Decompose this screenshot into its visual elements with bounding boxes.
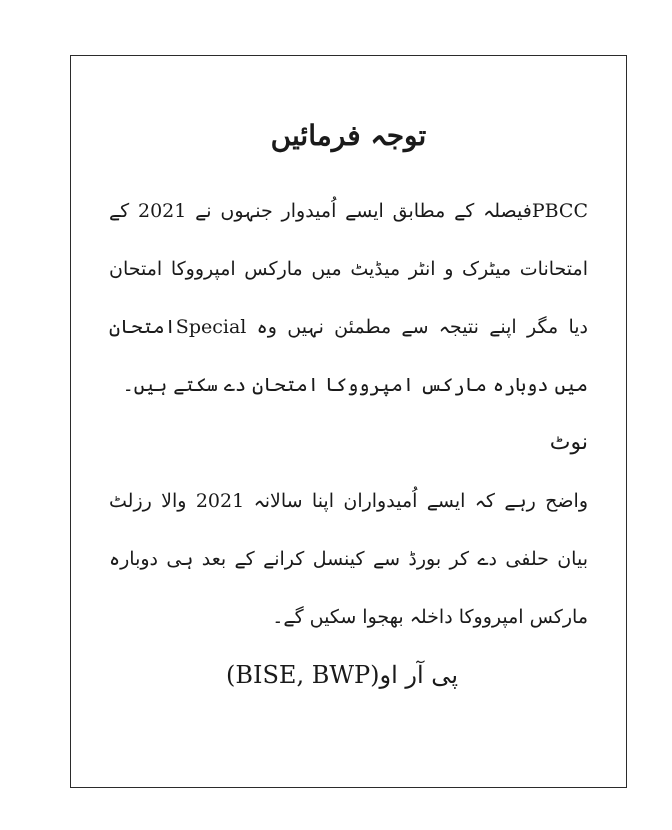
notice-paragraph-2: واضح رہے کہ ایسے اُمیدواران اپنا سالانہ 2021 والا رزلٹ بیان حلفی دے کر بورڈ سے کینسل کرانے کے بعد ہی دوبارہ مارکس امپرووکا داخلہ بھجوا سکیں گے۔ <box>109 490 589 629</box>
signature: پی آر او(BISE, BWP) <box>226 661 458 690</box>
notice-paragraph-1: PBCCفیصلہ کے مطابق ایسے اُمیدوار جنہوں نے 2021 کے امتحانات میٹرک و انٹر میڈیٹ میں مارکس امپرووکا امتحان دیا مگر اپنے نتیجہ سے مطمئن نہیں وہ Specialامتحان میں دوبارہ مارکس امپرووکا امتحان دے سکتے ہیں۔ <box>109 200 588 397</box>
notice-frame <box>70 55 627 788</box>
note-heading: نوٹ <box>549 430 588 456</box>
notice-title: توجہ فرمائیں <box>270 119 427 152</box>
notice-content <box>109 118 588 704</box>
